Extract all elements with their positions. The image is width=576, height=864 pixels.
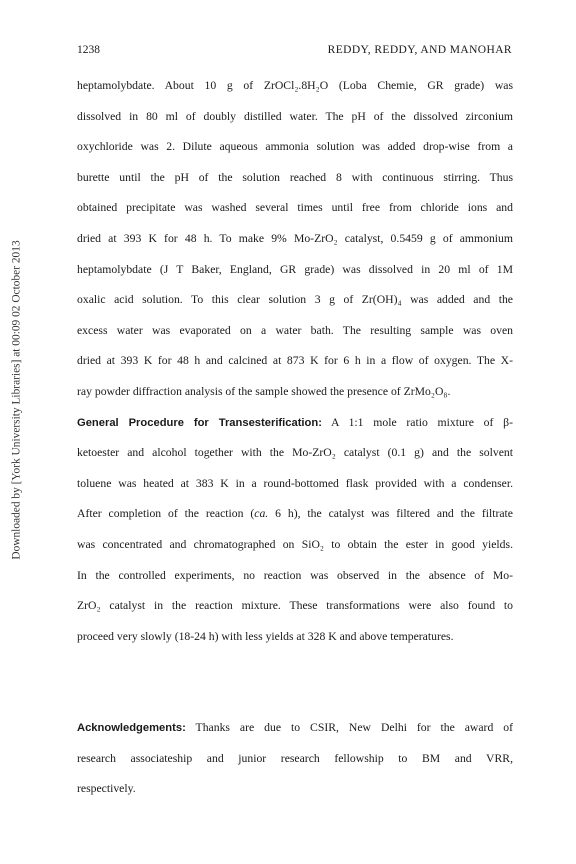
body-line: oxalic acid solution. To this clear solution 3 g of Zr(OH)₄ was added and the <box>77 293 513 307</box>
procedure-first-line <box>77 408 513 439</box>
body-line: ketoester and alcohol together with the Mo-ZrO₂ catalyst (0.1 g) and the solvent <box>77 446 513 460</box>
procedure-heading: General Procedure for Transesterification: <box>77 416 322 429</box>
body-text <box>77 71 513 805</box>
body-line: burette until the pH of the solution reached 8 with continuous stirring. Thus <box>77 170 513 184</box>
ack-line: research associateship and junior research fellowship to BM and VRR, <box>77 751 513 765</box>
body-text-run: After completion of the reaction ( <box>77 507 255 521</box>
body-line: obtained precipitate was washed several times until free from chloride ions and <box>77 201 513 215</box>
procedure-text: A 1:1 mole ratio mixture of β- <box>321 415 513 429</box>
ack-heading: Acknowledgements: <box>77 722 186 735</box>
body-line: dissolved in 80 ml of doubly distilled water. The pH of the dissolved zirconium <box>77 109 513 123</box>
body-line: oxychloride was 2. Dilute aqueous ammonia solution was added drop-wise from a <box>77 140 513 154</box>
download-stamp <box>6 150 28 650</box>
body-line: was concentrated and chromatographed on SiO₂ to obtain the ester in good yields. <box>77 537 513 551</box>
body-line: heptamolybdate. About 10 g of ZrOCl₂.8H₂O (Loba Chemie, GR grade) was <box>77 79 513 92</box>
page-number: 1238 <box>77 44 100 56</box>
body-line: excess water was evaporated on a water bath. The resulting sample was oven <box>77 323 513 337</box>
body-line: dried at 393 K for 48 h and calcined at 873 K for 6 h in a flow of oxygen. The X- <box>77 354 513 368</box>
body-line <box>77 499 513 530</box>
ack-text: Thanks are due to CSIR, New Delhi for the award of <box>185 721 513 735</box>
section-gap <box>77 652 513 713</box>
running-head: REDDY, REDDY, AND MANOHAR <box>327 44 512 56</box>
body-line: ray powder diffraction analysis of the sample showed the presence of ZrMo₂O₈. <box>77 384 451 398</box>
body-line: In the controlled experiments, no reaction was observed in the absence of Mo- <box>77 568 513 582</box>
body-line: toluene was heated at 383 K in a round-bottomed flask provided with a condenser. <box>77 476 513 490</box>
ack-line: respectively. <box>77 782 136 796</box>
ack-first-line <box>77 713 513 744</box>
body-line: heptamolybdate (J T Baker, England, GR grade) was dissolved in 20 ml of 1M <box>77 262 513 276</box>
body-line: dried at 393 K for 48 h. To make 9% Mo-ZrO₂ catalyst, 0.5459 g of ammonium <box>77 231 513 245</box>
download-stamp-text: Downloaded by [York University Libraries] at 00:09 02 October 2013 <box>11 240 23 560</box>
body-text-run: 6 h), the catalyst was filtered and the filtrate <box>268 507 513 521</box>
italic-abbrev: ca. <box>254 507 269 521</box>
body-line: ZrO₂ catalyst in the reaction mixture. These transformations were also found to <box>77 599 513 613</box>
body-line: proceed very slowly (18-24 h) with less yields at 328 K and above temperatures. <box>77 629 454 643</box>
